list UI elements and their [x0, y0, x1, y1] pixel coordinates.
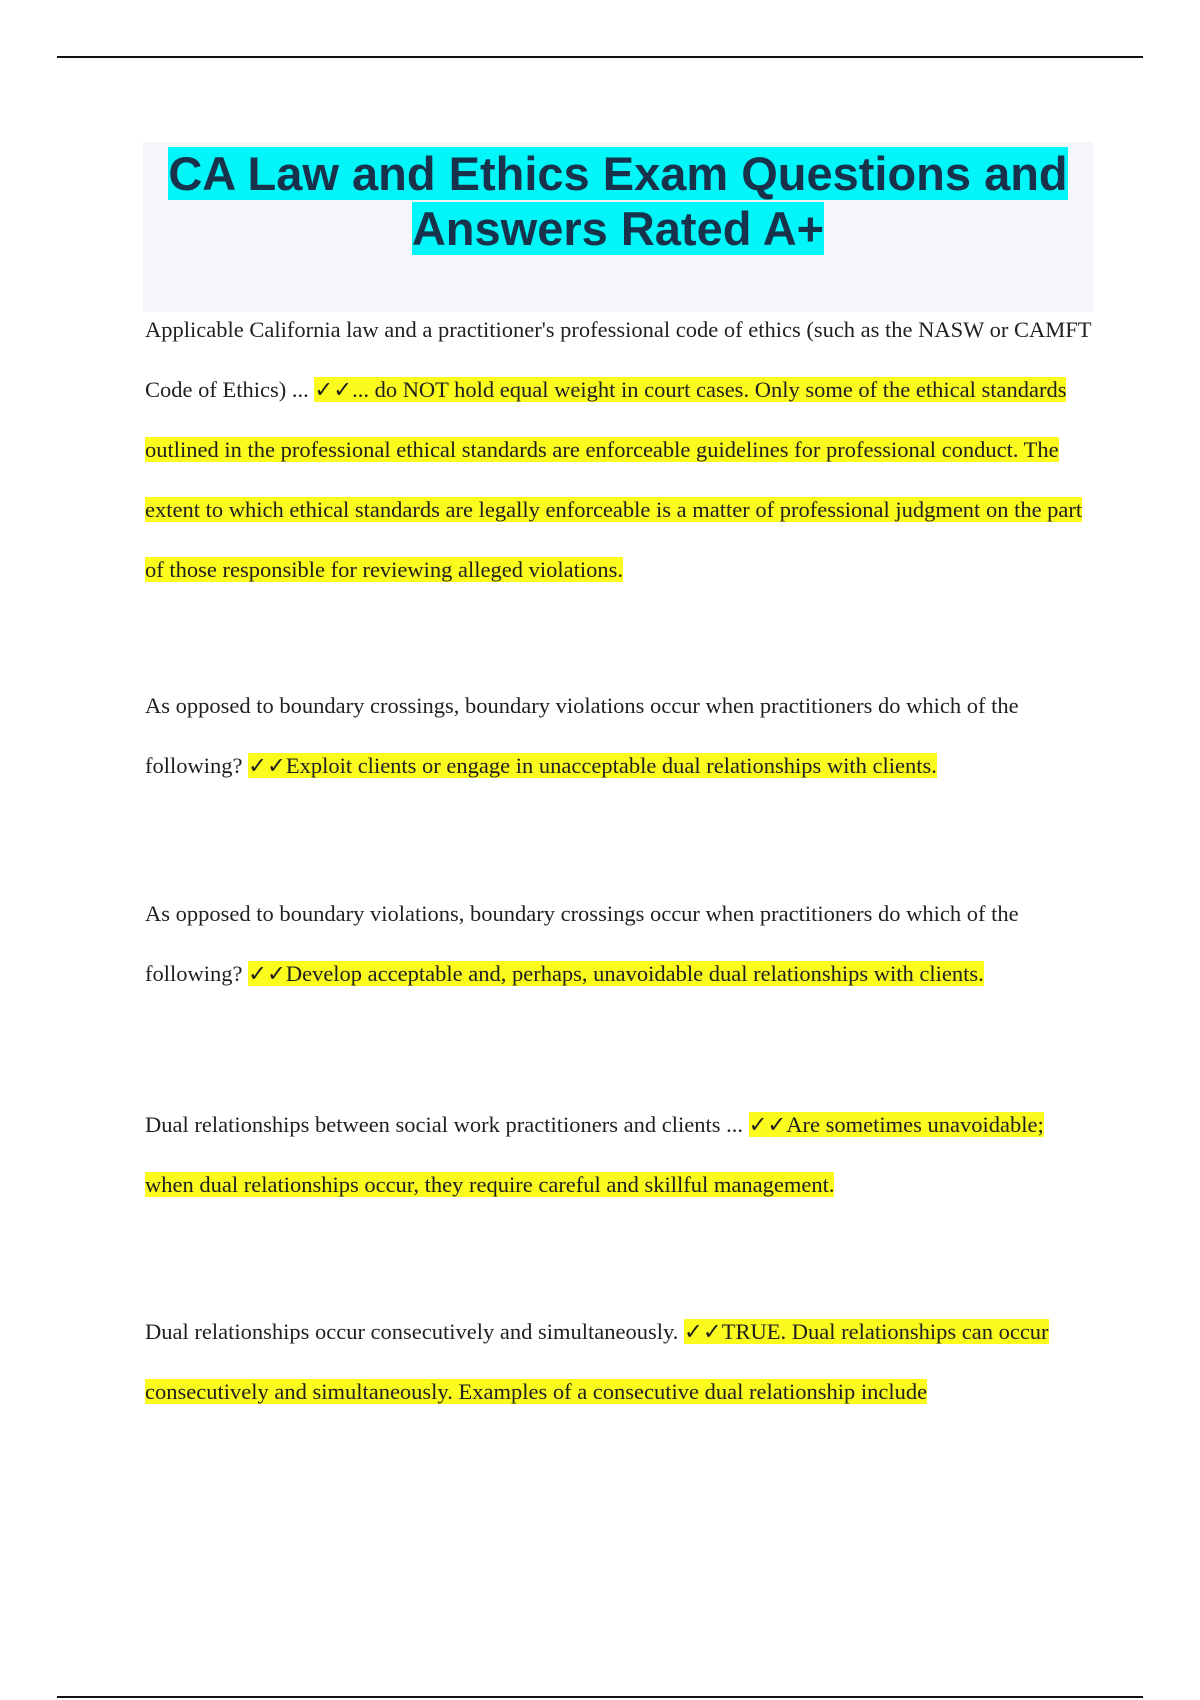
- check-mark-icon: ✓✓: [248, 753, 286, 779]
- question-text: As opposed to boundary violations, boundary crossings occur when practitioners do which of the following?: [145, 901, 1019, 986]
- title-block: [143, 142, 1093, 312]
- check-mark-icon: ✓✓: [314, 377, 353, 403]
- document-title: [143, 142, 1093, 256]
- question-text: As opposed to boundary crossings, boundary violations occur when practitioners do which of the following?: [145, 693, 1019, 778]
- qa-item: [145, 884, 1095, 1004]
- answer-text: Exploit clients or engage in unacceptable dual relationships with clients.: [285, 753, 937, 778]
- check-mark-icon: ✓✓: [248, 961, 286, 987]
- qa-item: [145, 1302, 1095, 1422]
- top-rule: [57, 56, 1143, 58]
- answer-text: ... do NOT hold equal weight in court cases. Only some of the ethical standards outlined in the professional ethical standards are enforceable guidelines for professional conduct. The extent to which ethical standards are legally enforceable is a matter of professional judgment on the part of those responsible for reviewing alleged violations.: [145, 377, 1083, 582]
- qa-item: [145, 300, 1095, 600]
- question-text: Dual relationships between social work practitioners and clients ...: [145, 1112, 749, 1137]
- check-mark-icon: ✓✓: [684, 1319, 722, 1345]
- answer-text: TRUE. Dual relationships can occur consecutively and simultaneously. Examples of a consecutive dual relationship include: [145, 1319, 1049, 1404]
- qa-item: [145, 1095, 1095, 1215]
- check-mark-icon: ✓✓: [748, 1112, 787, 1138]
- answer-text: Develop acceptable and, perhaps, unavoidable dual relationships with clients.: [285, 961, 984, 986]
- question-text: Applicable California law and a practitioner's professional code of ethics (such as the NASW or CAMFT Code of Ethics) ...: [145, 317, 1092, 402]
- answer-text: Are sometimes unavoidable; when dual relationships occur, they require careful and skillful management.: [145, 1112, 1044, 1197]
- answer-highlight: [145, 377, 1082, 582]
- title-highlight: CA Law and Ethics Exam Questions and Answers Rated A+: [168, 147, 1068, 255]
- answer-highlight: [248, 961, 984, 986]
- bottom-rule: [57, 1696, 1143, 1698]
- question-text: Dual relationships occur consecutively and simultaneously.: [145, 1319, 685, 1344]
- qa-item: [145, 676, 1095, 796]
- answer-highlight: [248, 753, 937, 778]
